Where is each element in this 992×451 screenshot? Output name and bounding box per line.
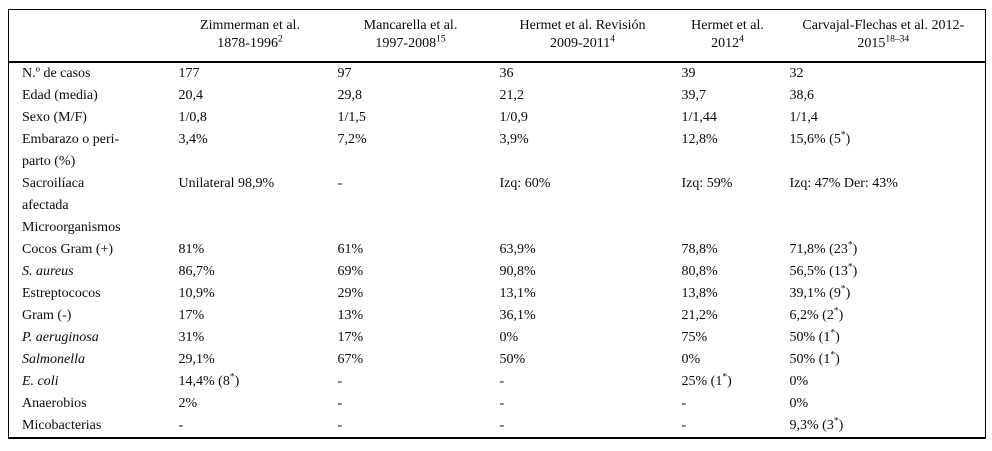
asterisk-superscript: *	[830, 328, 836, 339]
value-cell: 13%	[337, 308, 364, 323]
value-cell: 15,6% (5*)	[789, 130, 851, 147]
column-header	[492, 10, 674, 63]
value-cell: -	[178, 418, 184, 433]
value-cell: 14,4% (8*)	[178, 372, 240, 389]
value-cell: 67%	[337, 352, 364, 367]
table-row	[9, 393, 986, 415]
table-row	[9, 283, 986, 305]
table-body	[9, 62, 986, 438]
table-row	[9, 371, 986, 393]
value-cell: 0%	[789, 396, 809, 411]
value-cell: 38,6	[789, 88, 814, 103]
table-row	[9, 129, 986, 173]
value-cell: 17%	[178, 308, 205, 323]
value-cell: Izq: 59%	[681, 176, 733, 191]
citation-reference: 18–34	[885, 34, 910, 45]
value-cell: 20,4	[178, 88, 203, 103]
row-label: S. aureus	[22, 264, 74, 279]
row-label: P. aeruginosa	[22, 330, 99, 345]
table-row	[9, 239, 986, 261]
asterisk-superscript: *	[833, 416, 839, 427]
table-header	[9, 10, 986, 63]
value-cell	[330, 217, 492, 239]
study-period: 1997-2008$^{15}$	[375, 34, 446, 51]
value-cell: 75%	[681, 330, 708, 345]
value-cell: 50%	[499, 352, 526, 367]
row-label: Cocos Gram (+)	[22, 242, 114, 257]
value-cell: 21,2	[499, 88, 524, 103]
value-cell: 29,8	[337, 88, 362, 103]
study-period: 2012$^4$	[711, 34, 744, 51]
asterisk-superscript: *	[830, 350, 836, 361]
row-label: Edad (media)	[22, 88, 98, 103]
table-row	[9, 173, 986, 217]
value-cell: 1/0,9	[499, 110, 528, 125]
value-cell: -	[681, 418, 687, 433]
value-cell: 29%	[337, 286, 364, 301]
asterisk-superscript: *	[847, 262, 853, 273]
corner-cell	[9, 10, 171, 63]
study-name: Carvajal-Flechas et al. 2012-	[802, 18, 965, 33]
value-cell: 2%	[178, 396, 198, 411]
column-header-row	[9, 10, 986, 63]
value-cell: 32	[789, 66, 804, 81]
study-period: 2015$^{18-34}$	[857, 34, 910, 51]
asterisk-superscript: *	[840, 284, 846, 295]
row-label: Gram (-)	[22, 308, 72, 323]
value-cell	[782, 217, 986, 239]
value-cell: 39	[681, 66, 696, 81]
value-cell: 63,9%	[499, 242, 536, 257]
study-name: Mancarella et al.	[363, 18, 458, 33]
value-cell: -	[337, 374, 343, 389]
value-cell	[492, 217, 674, 239]
value-cell: 36	[499, 66, 514, 81]
study-period: 2009-2011$^4$	[550, 34, 615, 51]
citation-reference: 4	[739, 34, 744, 45]
value-cell: 61%	[337, 242, 364, 257]
value-cell: -	[681, 396, 687, 411]
table-row	[9, 62, 986, 85]
value-cell: 81%	[178, 242, 205, 257]
value-cell: 7,2%	[337, 132, 367, 147]
table-row	[9, 415, 986, 438]
row-label: Sacroilíaca afectada	[22, 176, 85, 213]
value-cell: 90,8%	[499, 264, 536, 279]
value-cell: 0%	[789, 374, 809, 389]
value-cell: 36,1%	[499, 308, 536, 323]
value-cell: 50% (1*)	[789, 350, 840, 367]
value-cell	[171, 217, 330, 239]
asterisk-superscript: *	[833, 306, 839, 317]
table-row	[9, 217, 986, 239]
value-cell: 78,8%	[681, 242, 718, 257]
value-cell: 39,7	[681, 88, 706, 103]
asterisk-superscript: *	[229, 372, 235, 383]
asterisk-superscript: *	[840, 130, 846, 141]
value-cell: 17%	[337, 330, 364, 345]
asterisk-superscript: *	[847, 240, 853, 251]
citation-reference: 4	[610, 34, 615, 45]
value-cell: 1/1,4	[789, 110, 818, 125]
value-cell: Izq: 60%	[499, 176, 551, 191]
value-cell: 97	[337, 66, 352, 81]
row-label: N.º de casos	[22, 66, 91, 81]
value-cell: 3,4%	[178, 132, 208, 147]
study-period: 1878-1996$^2$	[217, 34, 283, 51]
value-cell: 50% (1*)	[789, 328, 840, 345]
value-cell: 39,1% (9*)	[789, 284, 851, 301]
table-row	[9, 85, 986, 107]
value-cell: 71,8% (23*)	[789, 240, 858, 257]
value-cell	[674, 217, 782, 239]
value-cell: 86,7%	[178, 264, 215, 279]
value-cell: -	[499, 418, 505, 433]
table-row	[9, 349, 986, 371]
value-cell: 80,8%	[681, 264, 718, 279]
value-cell: 177	[178, 66, 200, 81]
value-cell: 13,1%	[499, 286, 536, 301]
row-label: Embarazo o peri- parto (%)	[22, 132, 120, 169]
value-cell: 6,2% (2*)	[789, 306, 844, 323]
value-cell: 25% (1*)	[681, 372, 732, 389]
value-cell: 1/1,44	[681, 110, 717, 125]
value-cell: -	[337, 176, 343, 191]
row-label: Salmonella	[22, 352, 85, 367]
study-name: Hermet et al.	[691, 18, 764, 33]
asterisk-superscript: *	[722, 372, 728, 383]
value-cell: 0%	[499, 330, 519, 345]
value-cell: -	[499, 396, 505, 411]
value-cell: 1/0,8	[178, 110, 207, 125]
column-header	[171, 10, 330, 63]
value-cell: 9,3% (3*)	[789, 416, 844, 433]
row-label: Micobacterias	[22, 418, 102, 433]
citation-reference: 15	[436, 34, 446, 45]
value-cell: 13,8%	[681, 286, 718, 301]
row-label: Microorganismos	[22, 220, 121, 235]
value-cell: 1/1,5	[337, 110, 366, 125]
value-cell: -	[337, 418, 343, 433]
row-label: Sexo (M/F)	[22, 110, 87, 125]
row-label: E. coli	[22, 374, 59, 389]
review-comparison-table	[8, 9, 986, 439]
value-cell: Izq: 47% Der: 43%	[789, 176, 898, 191]
value-cell: 10,9%	[178, 286, 215, 301]
study-name: Zimmerman et al.	[200, 18, 300, 33]
value-cell: 3,9%	[499, 132, 529, 147]
value-cell: 69%	[337, 264, 364, 279]
value-cell: 21,2%	[681, 308, 718, 323]
row-label: Anaerobios	[22, 396, 87, 411]
study-name: Hermet et al. Revisión	[519, 18, 646, 33]
table-row	[9, 327, 986, 349]
value-cell: 0%	[681, 352, 701, 367]
value-cell: 29,1%	[178, 352, 215, 367]
column-header	[330, 10, 492, 63]
table-row	[9, 107, 986, 129]
value-cell: -	[499, 374, 505, 389]
value-cell: 56,5% (13*)	[789, 262, 858, 279]
citation-reference: 2	[277, 34, 283, 45]
value-cell: -	[337, 396, 343, 411]
table-row	[9, 261, 986, 283]
column-header	[674, 10, 782, 63]
value-cell: Unilateral 98,9%	[178, 176, 275, 191]
value-cell: 31%	[178, 330, 205, 345]
row-label: Estreptococos	[22, 286, 101, 301]
column-header	[782, 10, 986, 63]
value-cell: 12,8%	[681, 132, 718, 147]
table-row	[9, 305, 986, 327]
